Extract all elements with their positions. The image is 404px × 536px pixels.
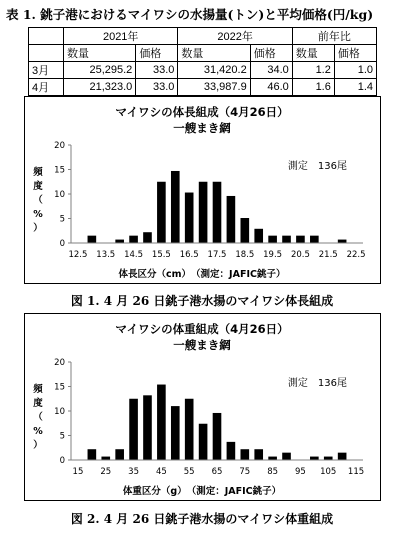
cell-qty-2022: 31,420.2 — [178, 62, 250, 79]
bar — [338, 240, 347, 243]
x-tick-label: 105 — [320, 467, 337, 477]
y-axis-label-glyph: 頻 — [33, 384, 43, 395]
header-year-2021: 2021年 — [64, 28, 178, 45]
x-tick-label: 95 — [295, 467, 306, 477]
x-tick-label: 45 — [155, 467, 167, 477]
bar — [338, 453, 347, 460]
bar — [296, 236, 305, 243]
x-tick-label: 15.5 — [151, 250, 171, 260]
header-empty-cell — [29, 28, 64, 45]
bar — [129, 399, 138, 460]
x-tick-label: 22.5 — [346, 250, 366, 260]
y-axis-label-glyph: （ — [33, 195, 43, 206]
bar — [185, 193, 194, 243]
bar — [157, 182, 166, 243]
y-axis-label-glyph: % — [33, 426, 43, 437]
subheader-qty-2022: 数量 — [178, 45, 250, 62]
y-tick-label: 20 — [54, 141, 65, 151]
row-label: 3月 — [29, 62, 64, 79]
cell-price-2021: 33.0 — [136, 79, 178, 96]
length-chart — [25, 97, 380, 283]
bar — [171, 406, 180, 460]
bar — [143, 232, 152, 243]
bar — [101, 457, 110, 460]
bar — [324, 457, 333, 460]
y-tick-label: 15 — [54, 382, 65, 393]
y-axis-label — [33, 166, 43, 234]
x-tick-label: 16.5 — [179, 250, 199, 260]
x-tick-label: 15 — [72, 467, 84, 477]
cell-price-ratio: 1.4 — [334, 79, 376, 96]
y-tick-label: 20 — [54, 358, 65, 368]
x-tick-label: 85 — [267, 467, 279, 477]
table-header-row — [29, 28, 377, 45]
y-tick-label: 0 — [59, 239, 65, 249]
subheader-price-2021: 価格 — [136, 45, 178, 62]
cell-price-2022: 34.0 — [250, 62, 292, 79]
bar — [254, 449, 263, 460]
bar — [199, 182, 208, 243]
bar — [240, 218, 249, 243]
bar — [213, 182, 222, 243]
subheader-qty-ratio: 数量 — [292, 45, 334, 62]
chart-annotation: 測定 136尾 — [287, 161, 347, 172]
bar — [268, 457, 277, 460]
chart-subtitle: 一艘まき網 — [173, 338, 231, 352]
cell-price-ratio: 1.0 — [334, 62, 376, 79]
bar — [129, 236, 138, 243]
subheader-price-2022: 価格 — [250, 45, 292, 62]
bar — [227, 442, 236, 460]
y-axis-label — [33, 383, 43, 451]
subheader-price-ratio: 価格 — [334, 45, 376, 62]
y-tick-label: 10 — [54, 190, 65, 200]
bar — [282, 236, 291, 243]
chart-subtitle: 一艘まき網 — [173, 121, 231, 135]
table-title: 表 1. 銚子港におけるマイワシの水揚量(トン)と平均価格(円/kg) — [6, 7, 374, 22]
x-tick-label: 35 — [128, 467, 139, 477]
y-tick-label: 5 — [59, 214, 65, 225]
bar — [310, 236, 319, 243]
bar — [254, 229, 263, 243]
cell-qty-ratio: 1.2 — [292, 62, 334, 79]
y-tick-label: 15 — [54, 165, 65, 176]
weight-chart — [25, 314, 380, 500]
cell-qty-2022: 33,987.9 — [178, 79, 250, 96]
y-axis-label-glyph: 度 — [33, 181, 43, 192]
weight-chart-frame — [24, 313, 381, 501]
cell-price-2022: 46.0 — [250, 79, 292, 96]
y-tick-label: 0 — [59, 456, 65, 466]
length-chart-frame — [24, 96, 381, 284]
x-tick-label: 18.5 — [235, 250, 255, 260]
cell-qty-2021: 25,295.2 — [64, 62, 136, 79]
x-tick-label: 115 — [347, 467, 365, 477]
figure2-caption: 図 2. 4 月 26 日銚子港水揚のマイワシ体重組成 — [70, 512, 334, 526]
subheader-empty-cell — [29, 45, 64, 62]
header-year-2022: 2022年 — [178, 28, 292, 45]
cell-qty-2021: 21,323.0 — [64, 79, 136, 96]
table-row — [29, 79, 377, 96]
bar — [282, 453, 291, 460]
bar — [240, 449, 249, 460]
bar — [115, 449, 124, 460]
bar — [185, 399, 194, 460]
chart-title: マイワシの体長組成（4月26日） — [115, 105, 289, 119]
y-axis-label-glyph: % — [33, 209, 43, 220]
bar — [88, 236, 97, 243]
y-tick-label: 10 — [54, 407, 65, 417]
x-axis-label: 体長区分（cm） （測定：JAFIC銚子） — [118, 269, 286, 280]
chart-annotation: 測定 136尾 — [287, 378, 347, 389]
x-tick-label: 25 — [100, 467, 112, 477]
table-row — [29, 62, 377, 79]
bar — [213, 413, 222, 460]
x-tick-label: 19.5 — [263, 250, 283, 260]
y-tick-label: 5 — [59, 431, 65, 442]
summary-table — [28, 27, 377, 96]
x-tick-label: 14.5 — [124, 250, 144, 260]
subheader-qty-2021: 数量 — [64, 45, 136, 62]
x-tick-label: 17.5 — [207, 250, 227, 260]
x-tick-label: 75 — [239, 467, 251, 477]
cell-price-2021: 33.0 — [136, 62, 178, 79]
bar — [227, 196, 236, 243]
y-axis-label-glyph: ） — [33, 440, 43, 451]
bar — [268, 236, 277, 243]
row-label: 4月 — [29, 79, 64, 96]
x-axis-label: 体重区分（g） （測定：JAFIC銚子） — [122, 486, 282, 497]
y-axis-label-glyph: ） — [33, 223, 43, 234]
bar — [157, 385, 166, 460]
x-tick-label: 12.5 — [68, 250, 88, 260]
table-subheader-row — [29, 45, 377, 62]
bar — [88, 449, 97, 460]
x-tick-label: 21.5 — [318, 250, 338, 260]
bar — [115, 240, 124, 243]
figure1-caption: 図 1. 4 月 26 日銚子港水揚のマイワシ体長組成 — [70, 294, 334, 308]
x-tick-label: 13.5 — [96, 250, 116, 260]
y-axis-label-glyph: 度 — [33, 398, 43, 409]
x-tick-label: 20.5 — [290, 250, 310, 260]
x-tick-label: 55 — [183, 467, 195, 477]
header-ratio: 前年比 — [292, 28, 376, 45]
x-tick-label: 65 — [211, 467, 223, 477]
bar — [171, 171, 180, 243]
cell-qty-ratio: 1.6 — [292, 79, 334, 96]
bar — [143, 395, 152, 460]
y-axis-label-glyph: 頻 — [33, 167, 43, 178]
bar — [310, 457, 319, 460]
chart-title: マイワシの体重組成（4月26日） — [115, 322, 289, 336]
bar — [199, 424, 208, 460]
y-axis-label-glyph: （ — [33, 412, 43, 423]
